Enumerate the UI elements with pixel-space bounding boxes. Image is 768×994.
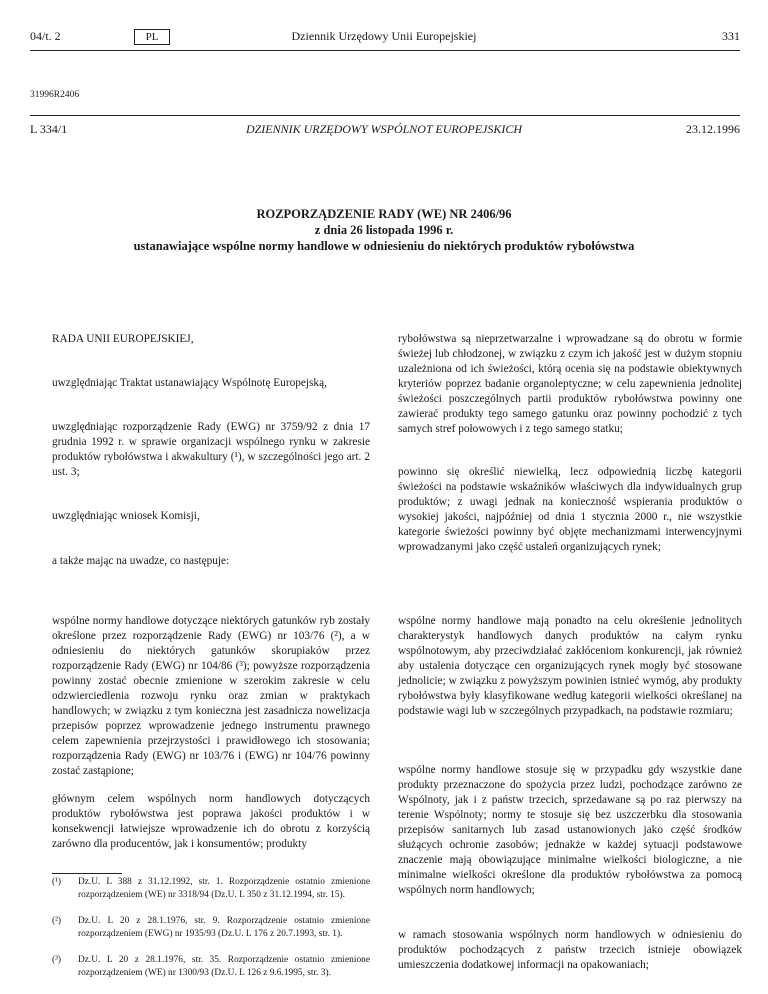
recital-5: wspólne normy handlowe stosuje się w przypadku gdy wszystkie dane produkty przeznaczone do spożycia przez ludzi, pochodzące zarówno ze Wspólnoty, jak i z państw trzecich, sprzedawane są po raz pierwszy na terenie Wspólnoty; normy te stosuje się bez uszczerbku dla stosowania przepisów sanitarnych lub zasad ustanowionych jako część środków służących ochronie zasobów; jednakże w każdej sytuacji podstawowe znaczenie mają obowiązujące minimalne wielkości biologiczne, a nie minimalne wielkości określone dla produktów rybołówstwa za pomocą wspólnych norm handlowych; <box>398 764 742 896</box>
footnote-1: (¹) Dz.U. L 388 z 31.12.1992, str. 1. Rozporządzenie ostatnio zmienione rozporządzeniem (WE) nr 3318/94 (Dz.U. L 350 z 31.12.1994, str. 15). <box>52 877 370 900</box>
regulation-date: z dnia 26 listopada 1996 r. <box>314 223 454 237</box>
language-badge: PL <box>134 29 170 45</box>
recital-intro: a także mając na uwadze, co następuje: <box>52 555 230 567</box>
regulation-subject: ustanawiające wspólne normy handlowe w odniesieniu do niektórych produktów rybołówstwa <box>133 239 635 253</box>
recital-3: powinno się określić niewielką, lecz odpowiednią liczbę kategorii świeżości na podstawie wskaźników właściwych dla indywidualnych grup produktów; z uwagi jednak na konieczność wspierania produktów o wysokiej jakości, najpóźniej od dnia 1 stycznia 2000 r., nie wszystkie kategorie świeżości powinny być objęte mechanizmami interwencyjnymi wprowadzanymi jako część ustaleń organizujących rynek; <box>398 466 742 553</box>
celex-number: 31996R2406 <box>30 90 80 100</box>
footnote-2: (²) Dz.U. L 20 z 28.1.1976, str. 9. Rozporządzenie ostatnio zmienione rozporządzeniem (EWG) nr 1935/93 (Dz.U. L 176 z 20.7.1993, str. 1). <box>52 916 370 939</box>
preamble-council: RADA UNII EUROPEJSKIEJ, <box>52 333 194 345</box>
recital-commission: uwzględniając wniosek Komisji, <box>52 510 200 522</box>
recital-2-continued: rybołówstwa są nieprzetwarzalne i wprowadzane są do obrotu w formie świeżej lub chłodzonej, w związku z czym ich jakość jest w dużym stopniu uzależniona od ich świeżości, którą ocenia się na podstawie obiektywnych kryteriów poprzez badanie organoleptyczne; w celu zapewnienia jednolitej świeżości poszczególnych partii produktów rybołówstwa powinny one zawierać produkty tego samego gatunku oraz powinny pochodzić z tych samych stref połowowych i z tego samego statku; <box>398 333 742 435</box>
oj-reference: L 334/1 <box>30 122 68 136</box>
regulation-title: ROZPORZĄDZENIE RADY (WE) NR 2406/96 <box>256 207 512 221</box>
journal-title: Dziennik Urzędowy Unii Europejskiej <box>291 29 477 43</box>
celex-rule <box>30 115 740 116</box>
oj-title: DZIENNIK URZĘDOWY WSPÓLNOT EUROPEJSKICH <box>245 122 523 136</box>
recital-2: głównym celem wspólnych norm handlowych dotyczących produktów rybołówstwa jest poprawa jakości produktów i w konsekwencji łatwiejsze wprowadzenie ich do obrotu z korzyścią zarówno dla producentów, jak i konsumentów; produkty <box>52 793 370 850</box>
footnote-3: (³) Dz.U. L 20 z 28.1.1976, str. 35. Rozporządzenie ostatnio zmienione rozporządzeniem (WE) nr 1300/93 (Dz.U. L 126 z 9.6.1995, str. 3). <box>52 955 370 978</box>
volume-number: 04/t. 2 <box>30 29 61 43</box>
recital-6: w ramach stosowania wspólnych norm handlowych w odniesieniu do produktów pochodzących z państw trzecich istnieje obowiązek umieszczenia dodatkowej informacji na opakowaniach; <box>398 929 742 971</box>
recital-1: wspólne normy handlowe dotyczące niektórych gatunków ryb zostały określone przez rozporządzenie Rady (EWG) nr 103/76 (²), a w odniesieniu do niektórych gatunków skorupiaków przez rozporządzenie Rady (EWG) nr 104/86 (³); powyższe rozporządzenia powinny zostać obecnie zmienione w szerokim zakresie w celu odzwierciedlenia rozwoju rynku oraz zmian w praktykach handlowych; w związku z tym konieczna jest zasadnicza nowelizacja przepisów poprzez wprowadzenie jednego instrumentu prawnego celem zapewnienia przejrzystości i prawidłowego ich stosowania; rozporządzenia Rady (EWG) nr 103/76 i (EWG) nr 104/76 powinny zostać zastąpione; <box>52 615 370 777</box>
recital-treaty: uwzględniając Traktat ustanawiający Wspólnotę Europejską, <box>52 377 327 389</box>
header-rule <box>30 50 740 51</box>
recital-4: wspólne normy handlowe mają ponadto na celu określenie jednolitych charakterystyk handlowych danych produktów na całym rynku wspólnotowym, aby przeciwdziałać zakłóceniom konkurencji, jak również aby ustalenia dotyczące cen organizujących rynek mogły być stosowane jednolicie; w związku z powyższym powinien istnieć wymóg, aby produkty rybołówstwa były klasyfikowane według kategorii wielkości określanej na podstawie wagi lub w szczególnych przypadkach, na podstawie rozmiaru; <box>398 615 742 717</box>
recital-regulation-3759: uwzględniając rozporządzenie Rady (EWG) nr 3759/92 z dnia 17 grudnia 1992 r. w sprawie organizacji wspólnego rynku w zakresie produktów rybołówstwa i akwakultury (¹), w szczególności jego art. 2 ust. 3; <box>52 421 370 478</box>
footnote-rule <box>52 873 122 874</box>
page-number: 331 <box>722 29 740 43</box>
oj-date: 23.12.1996 <box>686 122 740 136</box>
